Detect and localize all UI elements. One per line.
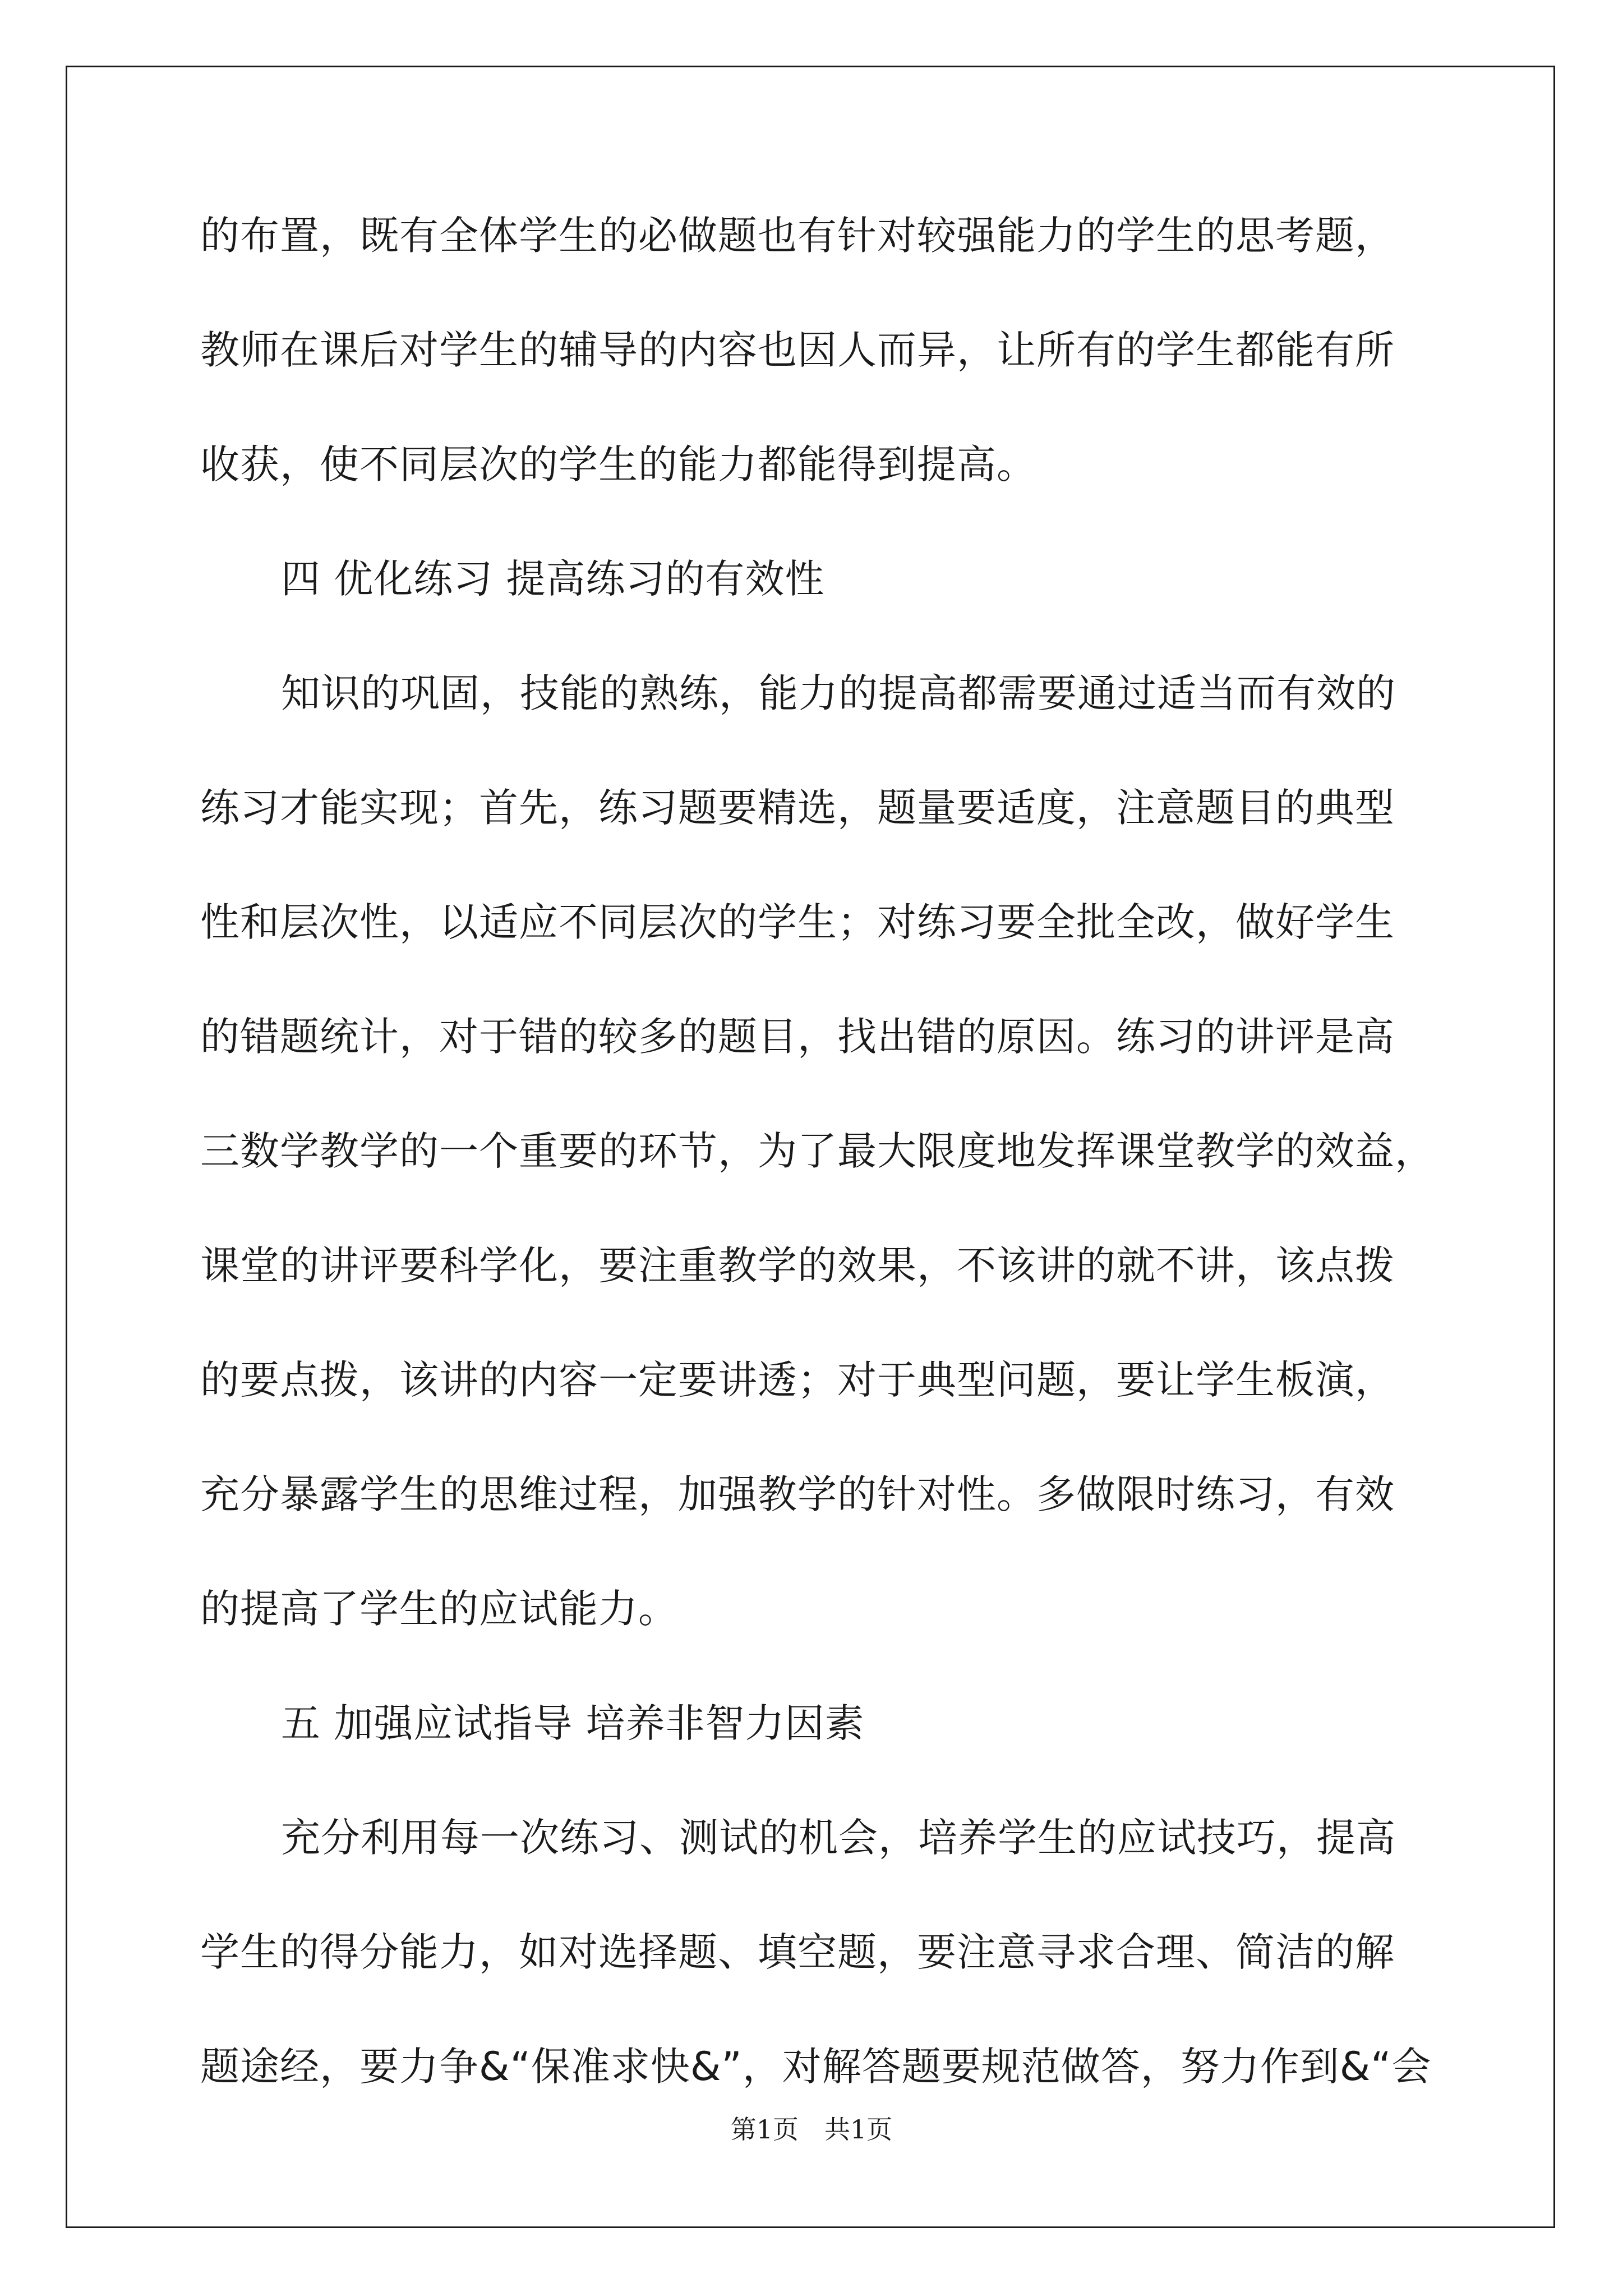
text-line: 三数学教学的一个重要的环节，为了最大限度地发挥课堂教学的效益，: [200, 1128, 1435, 1174]
text-line: 知识的巩固，技能的熟练，能力的提高都需要通过适当而有效的: [281, 670, 1396, 716]
text-line: 收获，使不同层次的学生的能力都能得到提高。: [200, 441, 1036, 487]
document-body: [200, 208, 1434, 2153]
text-line: 四 优化练习 提高练习的有效性: [281, 556, 825, 602]
text-line: 练习才能实现；首先，练习题要精选，题量要适度，注意题目的典型: [200, 785, 1395, 831]
text-line: 的提高了学生的应试能力。: [200, 1586, 678, 1632]
text-line: 的错题统计，对于错的较多的题目，找出错的原因。练习的讲评是高: [200, 1014, 1395, 1060]
page-number-footer: 第1页 共1页: [730, 2114, 893, 2145]
text-line: 充分利用每一次练习、测试的机会，培养学生的应试技巧，提高: [281, 1815, 1396, 1861]
text-line: 学生的得分能力，如对选择题、填空题，要注意寻求合理、简洁的解: [200, 1929, 1395, 1975]
text-line: 的要点拨，该讲的内容一定要讲透；对于典型问题，要让学生板演，: [200, 1357, 1395, 1403]
text-line: 课堂的讲评要科学化，要注重教学的效果，不该讲的就不讲，该点拨: [200, 1243, 1395, 1289]
text-line: 性和层次性，以适应不同层次的学生；对练习要全批全改，做好学生: [200, 899, 1395, 945]
text-line: 充分暴露学生的思维过程，加强教学的针对性。多做限时练习，有效: [200, 1471, 1395, 1517]
text-line: 的布置，既有全体学生的必做题也有针对较强能力的学生的思考题，: [200, 213, 1395, 259]
text-line: 题途经，要力争&“保准求快&”，对解答题要规范做答，努力作到&“会: [200, 2044, 1432, 2090]
text-line: 教师在课后对学生的辅导的内容也因人而异，让所有的学生都能有所: [200, 327, 1395, 373]
text-line: 五 加强应试指导 培养非智力因素: [281, 1700, 865, 1746]
